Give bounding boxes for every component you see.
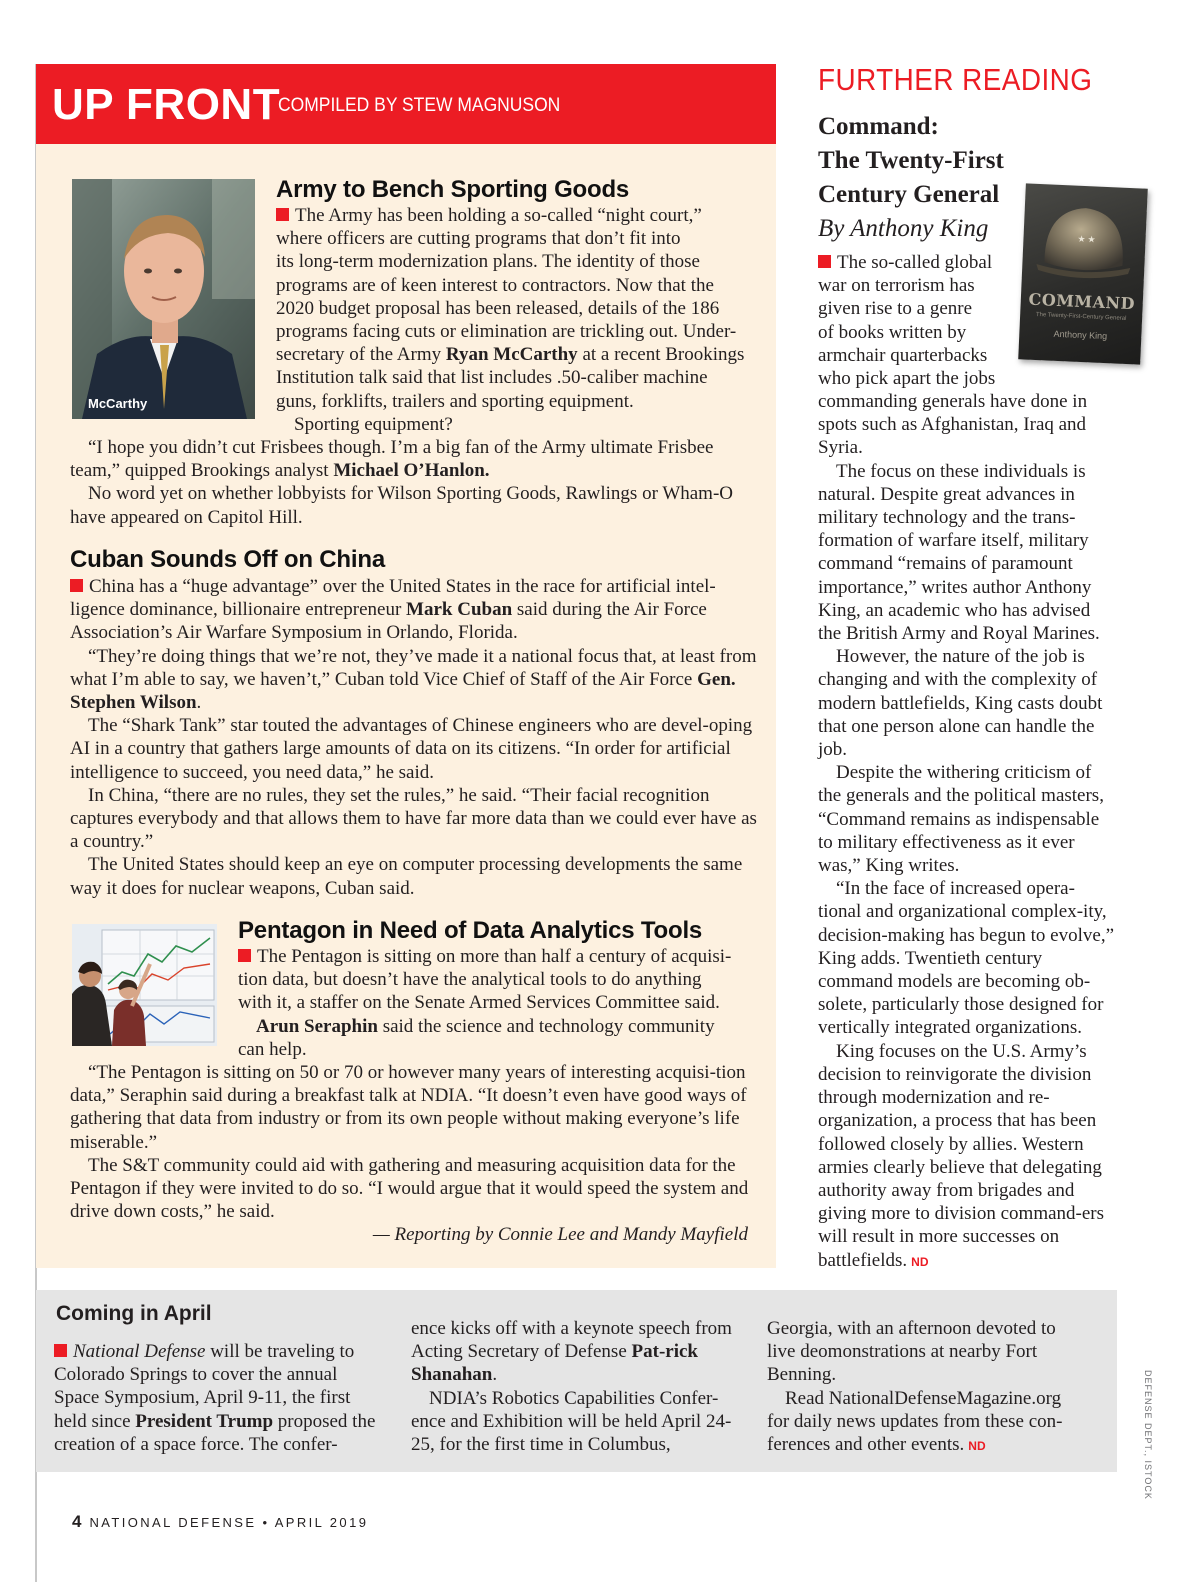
coming-paragraph: National Defense will be traveling to Colorado Springs to cover the annual Space Symposium, April 9-11, the first held since President Trump proposed the creation of a space force. The confer- (54, 1341, 376, 1455)
article1-line: The Army has been holding a so-called “night court,” (276, 204, 766, 227)
publication-line: NATIONAL DEFENSE • APRIL 2019 (89, 1515, 369, 1530)
sidebar-line: given rise to a genre (818, 298, 973, 320)
article1-line: 2020 budget proposal has been released, details of the 186 (276, 297, 720, 319)
article2-headline: Cuban Sounds Off on China (70, 546, 385, 573)
coming-column-3 (767, 1317, 1087, 1458)
article1-line: secretary of the Army Ryan McCarthy at a recent Brookings (276, 344, 745, 366)
michael-ohanlon-name: Michael O’Hanlon. (333, 460, 490, 482)
page-folio (72, 1512, 368, 1532)
nd-end-mark: ND (911, 1254, 929, 1269)
page-number: 4 (72, 1512, 82, 1531)
photo-credit-text: DEFENSE DEPT., ISTOCK (1143, 1370, 1153, 1500)
article2-paragraph: In China, “there are no rules, they set the rules,” he said. “Their facial recognition captures everybody and that allows them to have far more data than we could ever have as a country.” (70, 784, 757, 853)
article3-line: can help. (238, 1038, 307, 1060)
photo-credit (1143, 1370, 1160, 1500)
book-cover-subtitle: The Twenty-First-Century General (1035, 311, 1127, 322)
coming-paragraph: Georgia, with an afternoon devoted to live deomonstrations at nearby Fort Benning. (767, 1318, 1056, 1386)
mark-cuban-name: Mark Cuban (406, 599, 513, 621)
svg-text:★: ★ (1087, 235, 1096, 246)
sidebar-paragraph: King focuses on the U.S. Army’s decision to reinvigorate the division through modernization and re-organization, a process that has been followed closely by allies. Western armies clearly believe that delegating authority away from brigades and giving more to division command-ers will result in more successes on battlefields. ND (818, 1040, 1105, 1271)
sidebar-intro (818, 251, 1018, 390)
article3-line: The Pentagon is sitting on more than half a century of acquisi- (238, 945, 766, 968)
article3-headline: Pentagon in Need of Data Analytics Tools (238, 917, 703, 944)
article1-line: Institution talk said that list includes .50-caliber machine (276, 367, 708, 389)
red-bullet-icon (54, 1344, 67, 1357)
reporting-credit: — Reporting by Connie Lee and Mandy Mayfield (372, 1224, 748, 1246)
book-cover-author: Anthony King (1053, 328, 1108, 342)
sidebar-paragraph: commanding generals have done in spots such as Afghanistan, Iraq and Syria. (818, 391, 1088, 459)
stephen-wilson-name: Gen. Stephen Wilson (70, 668, 736, 714)
further-reading-kicker: FURTHER READING (818, 62, 1093, 97)
article3-continued (70, 1061, 762, 1247)
mccarthy-photo (72, 179, 255, 419)
article1-paragraph: No word yet on whether lobbyists for Wilson Sporting Goods, Rawlings or Wham-O have appeared on Capitol Hill. (70, 483, 734, 528)
coming-in-april-title: Coming in April (56, 1302, 212, 1325)
article3-paragraph: “The Pentagon is sitting on 50 or 70 or however many years of interesting acquisi-tion data,” Seraphin said during a breakfast talk at NDIA. “It doesn’t even have good ways of gathering that data from industry or from its own people without making everyone’s life miserable.” (70, 1062, 747, 1153)
book-author-line: By Anthony King (818, 215, 989, 242)
helmet-icon (1022, 183, 1148, 288)
sidebar-line: The so-called global (818, 251, 1018, 274)
book-title-line: Command: (818, 113, 939, 140)
article1-line: its long-term modernization plans. The identity of those (276, 251, 700, 273)
president-trump-name: President Trump (135, 1410, 274, 1432)
ryan-mccarthy-name: Ryan McCarthy (445, 344, 578, 366)
red-bullet-icon (818, 255, 831, 268)
article1-line: guns, forklifts, trailers and sporting equipment. (276, 390, 634, 412)
coming-in-april-box (36, 1290, 1117, 1472)
mccarthy-portrait-image (72, 179, 255, 419)
article2-body (70, 575, 762, 900)
red-bullet-icon (70, 579, 83, 592)
sidebar-paragraph: “In the face of increased opera-tional and organizational complex-ity, decision-making has begun to evolve,” King adds. Twentieth century command models are becoming ob-solete, particularly those designed for vertically integrated organizations. (818, 878, 1115, 1039)
article2-paragraph: “They’re doing things that we’re not, they’ve made it a national focus that, at least from what I’m able to say, we haven’t,” Cuban told Vice Chief of Staff of the Air Force Gen. Stephen Wilson. (70, 645, 757, 714)
article1-line: programs are of keen interest to contractors. Now that the (276, 274, 714, 296)
article2-paragraph: The United States should keep an eye on computer processing developments the same way it does for nuclear weapons, Cuban said. (70, 854, 743, 899)
article3-line: tion data, but doesn’t have the analytical tools to do anything (238, 969, 702, 991)
article1-intro (276, 204, 766, 436)
article1-headline: Army to Bench Sporting Goods (276, 176, 630, 203)
red-bullet-icon (276, 208, 289, 221)
coming-column-1 (54, 1340, 384, 1456)
article1-continued (70, 436, 762, 529)
article1-line: programs facing cuts or elimination are trickling out. Under- (276, 321, 737, 343)
coming-paragraph: ence kicks off with a keynote speech from Acting Secretary of Defense Pat-rick Shanahan. (411, 1318, 732, 1386)
article1-line: Sporting equipment? (294, 413, 453, 435)
national-defense-italic: National Defense (73, 1341, 206, 1362)
data-analytics-image (72, 924, 217, 1046)
article1-line: where officers are cutting programs that don’t fit into (276, 228, 681, 250)
sidebar-line: armchair quarterbacks (818, 344, 988, 366)
article1-paragraph: “I hope you didn’t cut Frisbees though. I’m a big fan of the Army ultimate Frisbee team,” quipped Brookings analyst Michael O’Hanlon. (70, 437, 714, 482)
article2-paragraph: The “Shark Tank” star touted the advantages of Chinese engineers who are devel-oping AI in a country that gathers large amounts of data on its citizens. “In order for artificial intelligence to succeed, you need data,” he said. (70, 715, 753, 783)
compiled-by: COMPILED BY STEW MAGNUSON (278, 95, 561, 116)
section-banner (36, 64, 776, 144)
sidebar-line: who pick apart the jobs (818, 368, 996, 390)
book-cover-title: COMMAND (1028, 289, 1136, 314)
article2-paragraph: China has a “huge advantage” over the United States in the race for artificial intel-ligence dominance, billionaire entrepreneur Mark Cuban said during the Air Force Association’s Air Warfare Symposium in Orlando, Florida. (70, 576, 716, 644)
patrick-shanahan-name: Pat-rick Shanahan (411, 1341, 698, 1386)
data-analytics-photo (72, 924, 217, 1046)
sidebar-line: war on terrorism has (818, 275, 975, 297)
coming-paragraph: Read NationalDefenseMagazine.org for daily news updates from these con-ferences and other events. ND (767, 1387, 1063, 1456)
sidebar-paragraph: The focus on these individuals is natural. Despite great advances in military technology and the trans-formation of warfare itself, military command “remains of paramount importance,” writes author Anthony King, an academic who has advised the British Army and Royal Marines. (818, 460, 1100, 645)
sidebar-body (818, 390, 1118, 1274)
section-title: UP FRONT (52, 80, 281, 129)
red-bullet-icon (238, 949, 251, 962)
book-title-line: Century General (818, 181, 1000, 208)
arun-seraphin-name: Arun Seraphin (256, 1015, 378, 1037)
article3-line: Arun Seraphin said the science and technology community (256, 1015, 715, 1037)
sidebar-paragraph: Despite the withering criticism of the generals and the political masters, “Command remains as indispensable to military effectiveness as it ever was,” King writes. (818, 762, 1104, 877)
book-cover (1018, 183, 1148, 364)
coming-column-2 (411, 1317, 736, 1456)
book-title-line: The Twenty-First (818, 147, 1004, 174)
mccarthy-photo-caption: McCarthy (88, 396, 148, 411)
book-title-block (818, 110, 1018, 246)
article3-intro (238, 945, 766, 1061)
svg-text:★: ★ (1077, 234, 1086, 246)
article3-line: with it, a staffer on the Senate Armed Services Committee said. (238, 992, 720, 1014)
nd-end-mark: ND (968, 1439, 986, 1454)
coming-paragraph: NDIA’s Robotics Capabilities Confer-ence and Exhibition will be held April 24-25, for the first time in Columbus, (411, 1387, 732, 1456)
sidebar-line: of books written by (818, 321, 967, 343)
article3-paragraph: The S&T community could aid with gathering and measuring acquisition data for the Pentagon if they were invited to do so. “I would argue that it would speed the system and drive down costs,” he said. (70, 1154, 749, 1223)
sidebar-paragraph: However, the nature of the job is changing and with the complexity of modern battlefields, King casts doubt that one person alone can handle the job. (818, 646, 1103, 761)
